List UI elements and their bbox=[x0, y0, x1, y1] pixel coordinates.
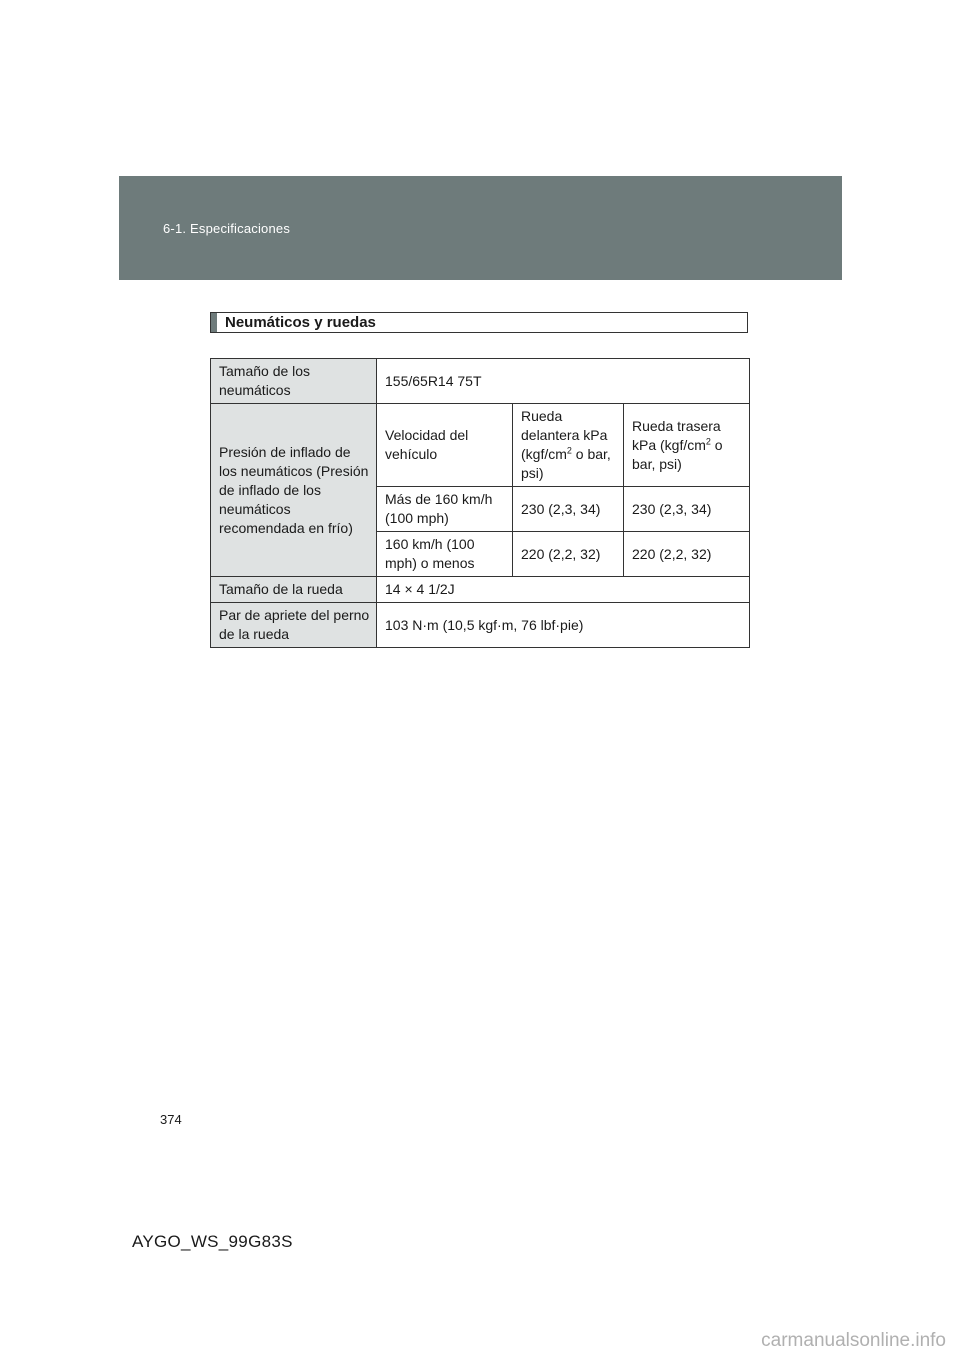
specifications-table bbox=[210, 358, 750, 648]
torque-value: 103 N·m (10,5 kgf·m, 76 lbf·pie) bbox=[377, 603, 750, 648]
wheel-size-label: Tamaño de la rueda bbox=[211, 577, 377, 603]
front-wheel-header bbox=[513, 404, 624, 487]
pressure-label: Presión de inflado de los neumáticos (Presión de inflado de los neumáticos recomendada en frío) bbox=[211, 404, 377, 577]
chapter-header-band bbox=[119, 176, 842, 280]
rear-pressure-value: 220 (2,2, 32) bbox=[624, 532, 750, 577]
rear-wheel-header bbox=[624, 404, 750, 487]
section-title: Neumáticos y ruedas bbox=[225, 314, 376, 331]
chapter-section-label: 6-1. Especificaciones bbox=[163, 221, 291, 236]
speed-header bbox=[377, 404, 513, 487]
page-number: 374 bbox=[160, 1112, 182, 1127]
wheel-size-value: 14 × 4 1/2J bbox=[377, 577, 750, 603]
table-row-wheel-size bbox=[211, 577, 750, 603]
speed-header-text: Velocidad del vehículo bbox=[385, 427, 469, 462]
heading-marker bbox=[211, 313, 217, 332]
table-row-tire-size bbox=[211, 359, 750, 404]
watermark-text: carmanualsonline.info bbox=[761, 1330, 946, 1351]
table-row-torque bbox=[211, 603, 750, 648]
tire-size-label: Tamaño de los neumáticos bbox=[211, 359, 377, 404]
rear-header-text: Rueda trasera kPa (kgf/cm bbox=[632, 417, 721, 453]
front-header-sup: 2 bbox=[566, 445, 572, 456]
torque-label: Par de apriete del perno de la rueda bbox=[211, 603, 377, 648]
front-pressure-value: 230 (2,3, 34) bbox=[513, 487, 624, 532]
speed-value: 160 km/h (100 mph) o menos bbox=[377, 532, 513, 577]
document-code: AYGO_WS_99G83S bbox=[132, 1232, 293, 1251]
front-header-tail: o bar, psi) bbox=[521, 446, 611, 481]
section-heading bbox=[210, 312, 748, 333]
speed-value: Más de 160 km/h (100 mph) bbox=[377, 487, 513, 532]
rear-pressure-value: 230 (2,3, 34) bbox=[624, 487, 750, 532]
tire-size-value: 155/65R14 75T bbox=[377, 359, 750, 404]
front-pressure-value: 220 (2,2, 32) bbox=[513, 532, 624, 577]
rear-header-sup: 2 bbox=[705, 435, 711, 446]
rear-header-tail: o bar, psi) bbox=[632, 436, 723, 472]
table-row-pressure-header bbox=[211, 404, 750, 487]
front-header-text: Rueda delantera kPa (kgf/cm bbox=[521, 408, 608, 462]
